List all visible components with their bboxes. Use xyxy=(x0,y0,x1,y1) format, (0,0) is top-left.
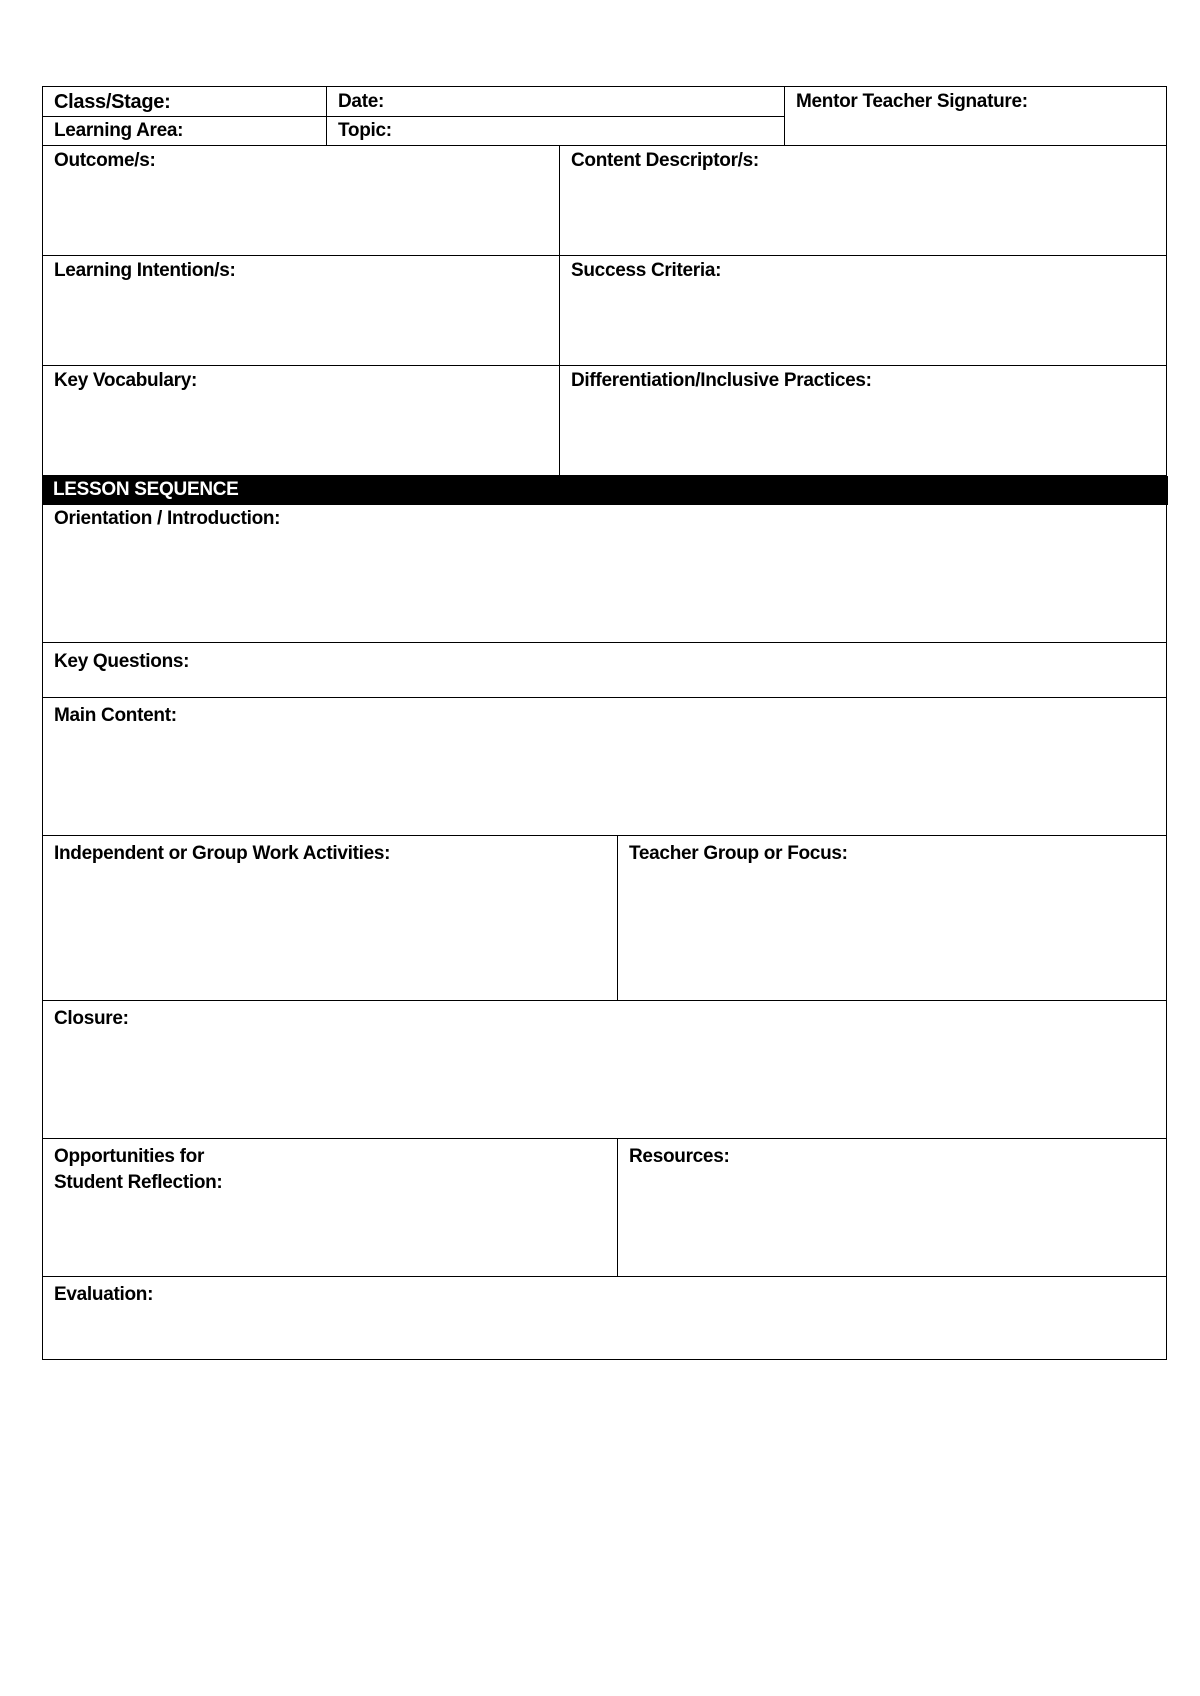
lesson-plan-form xyxy=(43,87,1167,1360)
success-criteria-field[interactable] xyxy=(559,255,1167,366)
mentor-signature-label: Mentor Teacher Signature: xyxy=(796,91,1028,112)
closure-label: Closure: xyxy=(54,1008,129,1029)
main-content-label: Main Content: xyxy=(54,705,177,726)
lesson-sequence-header xyxy=(42,476,1168,505)
success-criteria-label: Success Criteria: xyxy=(571,260,722,281)
key-questions-field[interactable] xyxy=(42,642,1167,698)
main-content-field[interactable] xyxy=(42,697,1167,836)
learning-intentions-label: Learning Intention/s: xyxy=(54,260,236,281)
closure-field[interactable] xyxy=(42,1000,1167,1139)
topic-field[interactable] xyxy=(326,116,785,146)
learning-area-label: Learning Area: xyxy=(54,120,184,141)
resources-label: Resources: xyxy=(629,1146,730,1167)
evaluation-label: Evaluation: xyxy=(54,1284,154,1305)
student-reflection-label: Opportunities for Student Reflection: xyxy=(54,1146,223,1193)
differentiation-label: Differentiation/Inclusive Practices: xyxy=(571,370,872,391)
teacher-group-focus-field[interactable] xyxy=(617,835,1167,1001)
orientation-label: Orientation / Introduction: xyxy=(54,508,281,529)
learning-area-field[interactable] xyxy=(42,116,327,146)
key-questions-label: Key Questions: xyxy=(54,651,190,672)
topic-label: Topic: xyxy=(338,120,392,141)
independent-group-work-label: Independent or Group Work Activities: xyxy=(54,843,391,864)
key-vocabulary-field[interactable] xyxy=(42,365,560,476)
independent-group-work-field[interactable] xyxy=(42,835,618,1001)
key-vocabulary-label: Key Vocabulary: xyxy=(54,370,197,391)
content-descriptors-label: Content Descriptor/s: xyxy=(571,150,759,171)
date-label: Date: xyxy=(338,91,385,112)
date-field[interactable] xyxy=(326,86,785,117)
class-stage-label: Class/Stage: xyxy=(54,91,171,113)
teacher-group-focus-label: Teacher Group or Focus: xyxy=(629,843,848,864)
orientation-field[interactable] xyxy=(42,503,1167,643)
differentiation-field[interactable] xyxy=(559,365,1167,476)
lesson-sequence-title: LESSON SEQUENCE xyxy=(53,479,239,500)
content-descriptors-field[interactable] xyxy=(559,145,1167,256)
student-reflection-field[interactable] xyxy=(42,1138,618,1277)
resources-field[interactable] xyxy=(617,1138,1167,1277)
mentor-signature-field[interactable] xyxy=(784,86,1167,146)
class-stage-field[interactable] xyxy=(42,86,327,117)
learning-intentions-field[interactable] xyxy=(42,255,560,366)
outcomes-label: Outcome/s: xyxy=(54,150,156,171)
evaluation-field[interactable] xyxy=(42,1276,1167,1360)
outcomes-field[interactable] xyxy=(42,145,560,256)
